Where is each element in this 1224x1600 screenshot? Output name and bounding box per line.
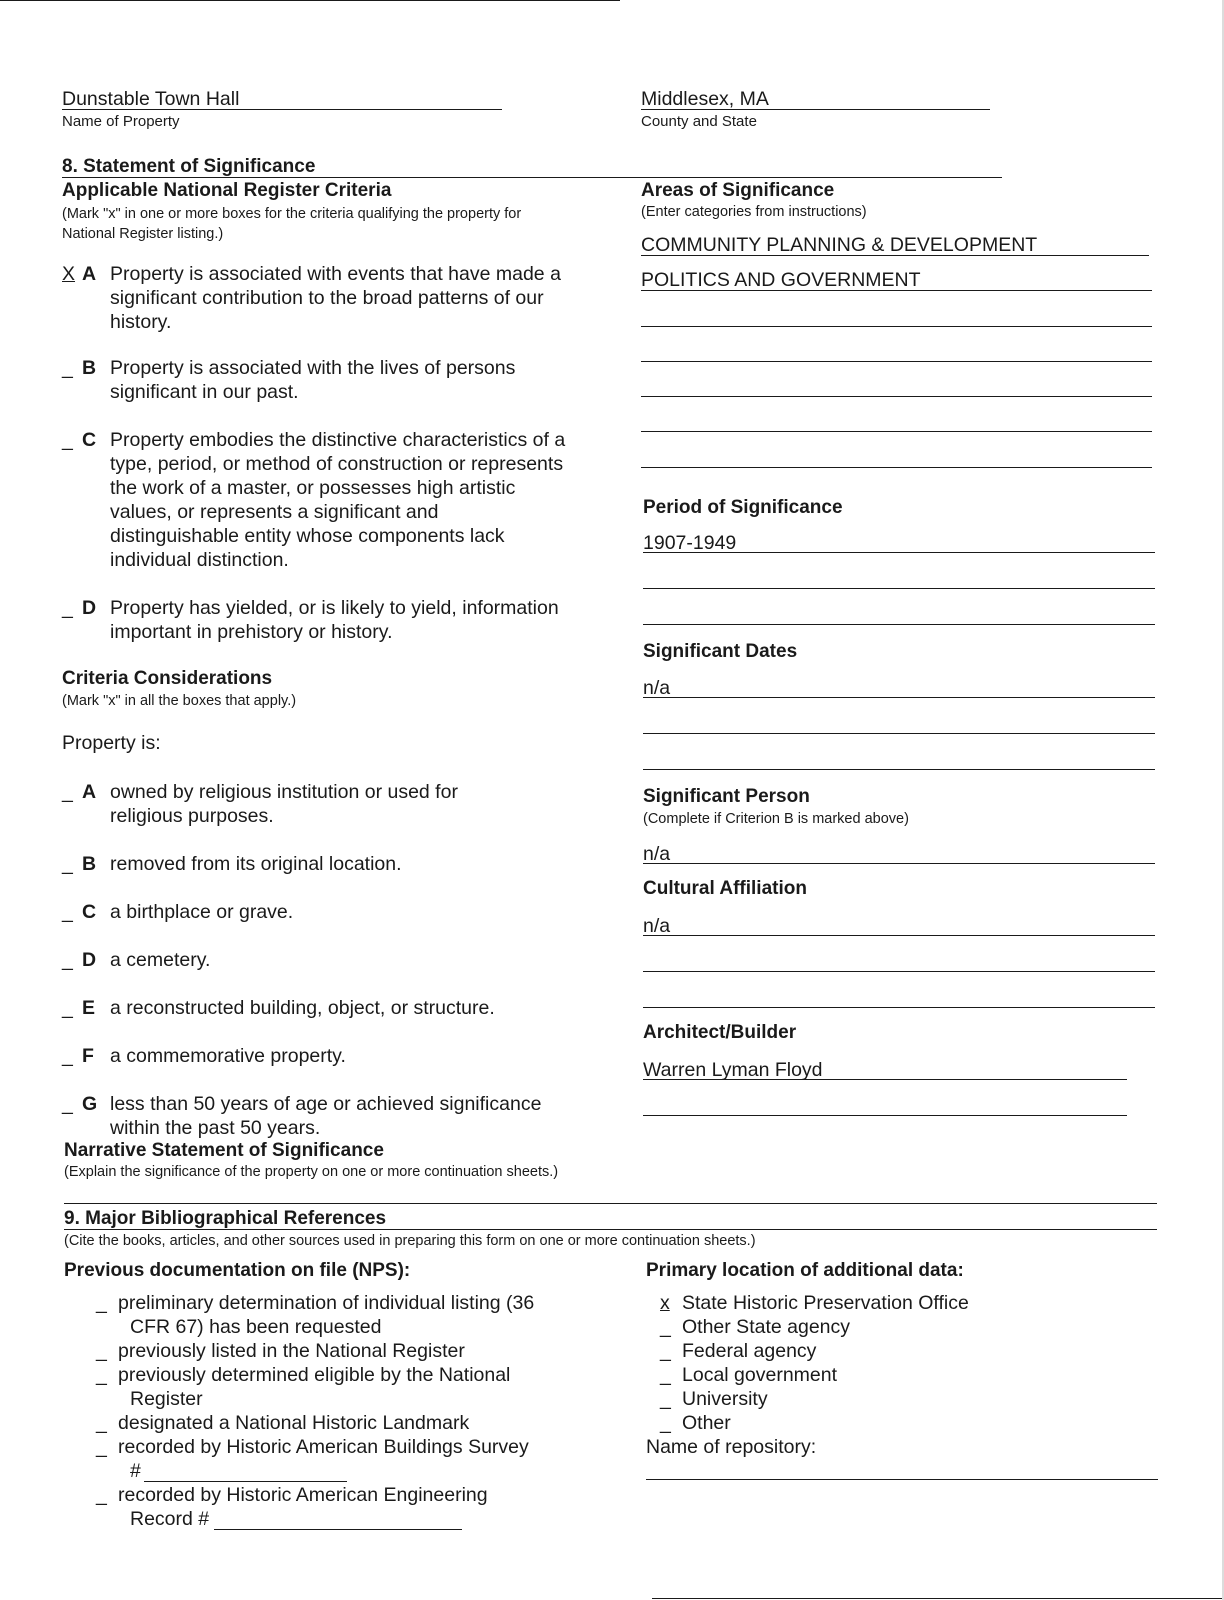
consideration-a-text: owned by religious institution or used for religious purposes. [110,781,458,827]
criterion-c-letter: C [82,429,97,451]
period-heading: Period of Significance [643,497,843,518]
dates-line-2 [643,733,1155,734]
cultural-heading: Cultural Affiliation [643,878,807,899]
prev-item-2-text: previously listed in the National Register [118,1340,465,1362]
consideration-b-mark[interactable]: _ [62,853,73,875]
primary-item-5-text: University [682,1388,768,1410]
prev-item-6-mark[interactable]: _ [96,1484,107,1506]
person-note: (Complete if Criterion B is marked above) [643,811,909,827]
cultural-value[interactable]: n/a [643,915,671,937]
property-name-label: Name of Property [62,113,180,130]
period-value[interactable]: 1907-1949 [643,532,737,554]
architect-line-1 [643,1079,1127,1080]
prev-item-3-text-2: Register [130,1388,203,1410]
narrative-heading: Narrative Statement of Significance [64,1140,384,1161]
consideration-d-mark[interactable]: _ [62,949,73,971]
criterion-a-mark[interactable]: X [62,263,76,285]
consideration-f-text: a commemorative property. [110,1045,346,1067]
primary-item-1-mark[interactable]: x [660,1292,670,1314]
area-3-line [641,326,1152,327]
prev-item-6-text: recorded by Historic American Engineering [118,1484,488,1506]
dates-line-3 [643,769,1155,770]
consideration-e-letter: E [82,997,96,1019]
person-value[interactable]: n/a [643,843,671,865]
haer-number-line[interactable] [214,1529,462,1530]
section-9-note: (Cite the books, articles, and other sources used in preparing this form on one or more continuation sheets.) [64,1233,756,1249]
prev-item-5-mark[interactable]: _ [96,1436,107,1458]
cultural-line-3 [643,1007,1155,1008]
consideration-c-text: a birthplace or grave. [110,901,294,923]
area-1-line [641,255,1149,256]
consideration-g-letter: G [82,1093,98,1115]
scan-edge-line [0,0,620,1]
criterion-c-text: Property embodies the distinctive characteristics of a type, period, or method of construction or represents the work of a master, or possesses high artistic values, or represents a significant and distinguishable entity whose components lack individual distinction. [110,429,566,571]
county-state-underline [641,109,990,110]
person-line [643,863,1155,864]
primary-item-6-mark[interactable]: _ [660,1412,671,1434]
considerations-heading: Criteria Considerations [62,668,273,689]
scan-edge-line-bottom [652,1598,1224,1599]
criteria-heading: Applicable National Register Criteria [62,180,392,201]
period-line-3 [643,624,1155,625]
consideration-d-letter: D [82,949,97,971]
section-8-rule [62,177,1002,178]
section-8-title: 8. Statement of Significance [62,156,316,177]
consideration-f-mark[interactable]: _ [62,1045,73,1067]
criterion-b-mark[interactable]: _ [62,357,73,379]
section-9-rule [64,1229,1157,1230]
criterion-d-letter: D [82,597,97,619]
primary-item-5-mark[interactable]: _ [660,1388,671,1410]
architect-line-2 [643,1115,1127,1116]
consideration-c-mark[interactable]: _ [62,901,73,923]
primary-item-4-text: Local government [682,1364,838,1386]
primary-location-heading: Primary location of additional data: [646,1260,964,1281]
cultural-line-2 [643,971,1155,972]
period-line-1 [643,552,1155,553]
narrative-rule [64,1203,1157,1204]
areas-note: (Enter categories from instructions) [641,204,867,220]
consideration-b-text: removed from its original location. [110,853,402,875]
criteria-note: (Mark "x" in one or more boxes for the criteria qualifying the property for National Register listing.) [62,206,522,242]
area-1[interactable]: COMMUNITY PLANNING & DEVELOPMENT [641,234,1038,256]
primary-item-6-text: Other [682,1412,731,1434]
consideration-b-letter: B [82,853,97,875]
considerations-note: (Mark "x" in all the boxes that apply.) [62,693,297,709]
area-4-line [641,361,1152,362]
consideration-a-mark[interactable]: _ [62,781,73,803]
consideration-g-mark[interactable]: _ [62,1093,73,1115]
property-name: Dunstable Town Hall [62,88,240,110]
consideration-c-letter: C [82,901,97,923]
dates-heading: Significant Dates [643,641,798,662]
cultural-line-1 [643,935,1155,936]
section-9-title: 9. Major Bibliographical References [64,1208,387,1229]
architect-value[interactable]: Warren Lyman Floyd [643,1059,823,1081]
consideration-f-letter: F [82,1045,94,1067]
primary-item-2-text: Other State agency [682,1316,851,1338]
repository-label: Name of repository: [646,1436,817,1458]
property-name-underline [62,109,502,110]
area-7-line [641,467,1152,468]
consideration-d-text: a cemetery. [110,949,211,971]
property-is-label: Property is: [62,732,161,754]
habs-number-line[interactable] [144,1481,347,1482]
criterion-d-mark[interactable]: _ [62,597,73,619]
dates-line-1 [643,697,1155,698]
dates-value[interactable]: n/a [643,677,671,699]
primary-item-1-text: State Historic Preservation Office [682,1292,969,1314]
area-2-line [641,290,1152,291]
property-name-field [62,87,502,111]
primary-item-3-mark[interactable]: _ [660,1340,671,1362]
areas-heading: Areas of Significance [641,180,835,201]
person-heading: Significant Person [643,786,810,807]
consideration-e-text: a reconstructed building, object, or structure. [110,997,495,1019]
area-5-line [641,396,1152,397]
consideration-g-text: less than 50 years of age or achieved significance within the past 50 years. [110,1093,542,1139]
area-6-line [641,431,1152,432]
prev-item-6-text-2: Record # [130,1508,210,1530]
criterion-b-text: Property is associated with the lives of persons significant in our past. [110,357,516,403]
consideration-a-letter: A [82,781,97,803]
prev-doc-heading: Previous documentation on file (NPS): [64,1260,411,1281]
criterion-a-text: Property is associated with events that have made a significant contribution to the broad patterns of our history. [110,263,561,333]
county-state-label: County and State [641,113,757,130]
prev-item-5-text-2: # [130,1460,141,1482]
prev-item-2-mark[interactable]: _ [96,1340,107,1362]
prev-item-4-mark[interactable]: _ [96,1412,107,1434]
repository-line[interactable] [646,1479,1158,1480]
architect-heading: Architect/Builder [643,1022,797,1043]
prev-item-3-text: previously determined eligible by the National [118,1364,511,1386]
primary-item-3-text: Federal agency [682,1340,817,1362]
primary-item-4-mark[interactable]: _ [660,1364,671,1386]
county-state: Middlesex, MA [641,88,769,110]
primary-item-2-mark[interactable]: _ [660,1316,671,1338]
prev-item-1-text-2: CFR 67) has been requested [130,1316,382,1338]
consideration-e-mark[interactable]: _ [62,997,73,1019]
criterion-d-text: Property has yielded, or is likely to yield, information important in prehistory or history. [110,597,559,643]
area-2[interactable]: POLITICS AND GOVERNMENT [641,269,921,291]
period-line-2 [643,588,1155,589]
narrative-note: (Explain the significance of the property on one or more continuation sheets.) [64,1164,559,1180]
prev-item-3-mark[interactable]: _ [96,1364,107,1386]
criterion-b-letter: B [82,357,97,379]
prev-item-5-text: recorded by Historic American Buildings Survey [118,1436,529,1458]
prev-item-1-text: preliminary determination of individual listing (36 [118,1292,535,1314]
criterion-c-mark[interactable]: _ [62,429,73,451]
prev-item-1-mark[interactable]: _ [96,1292,107,1314]
prev-item-4-text: designated a National Historic Landmark [118,1412,470,1434]
criterion-a-letter: A [82,263,97,285]
